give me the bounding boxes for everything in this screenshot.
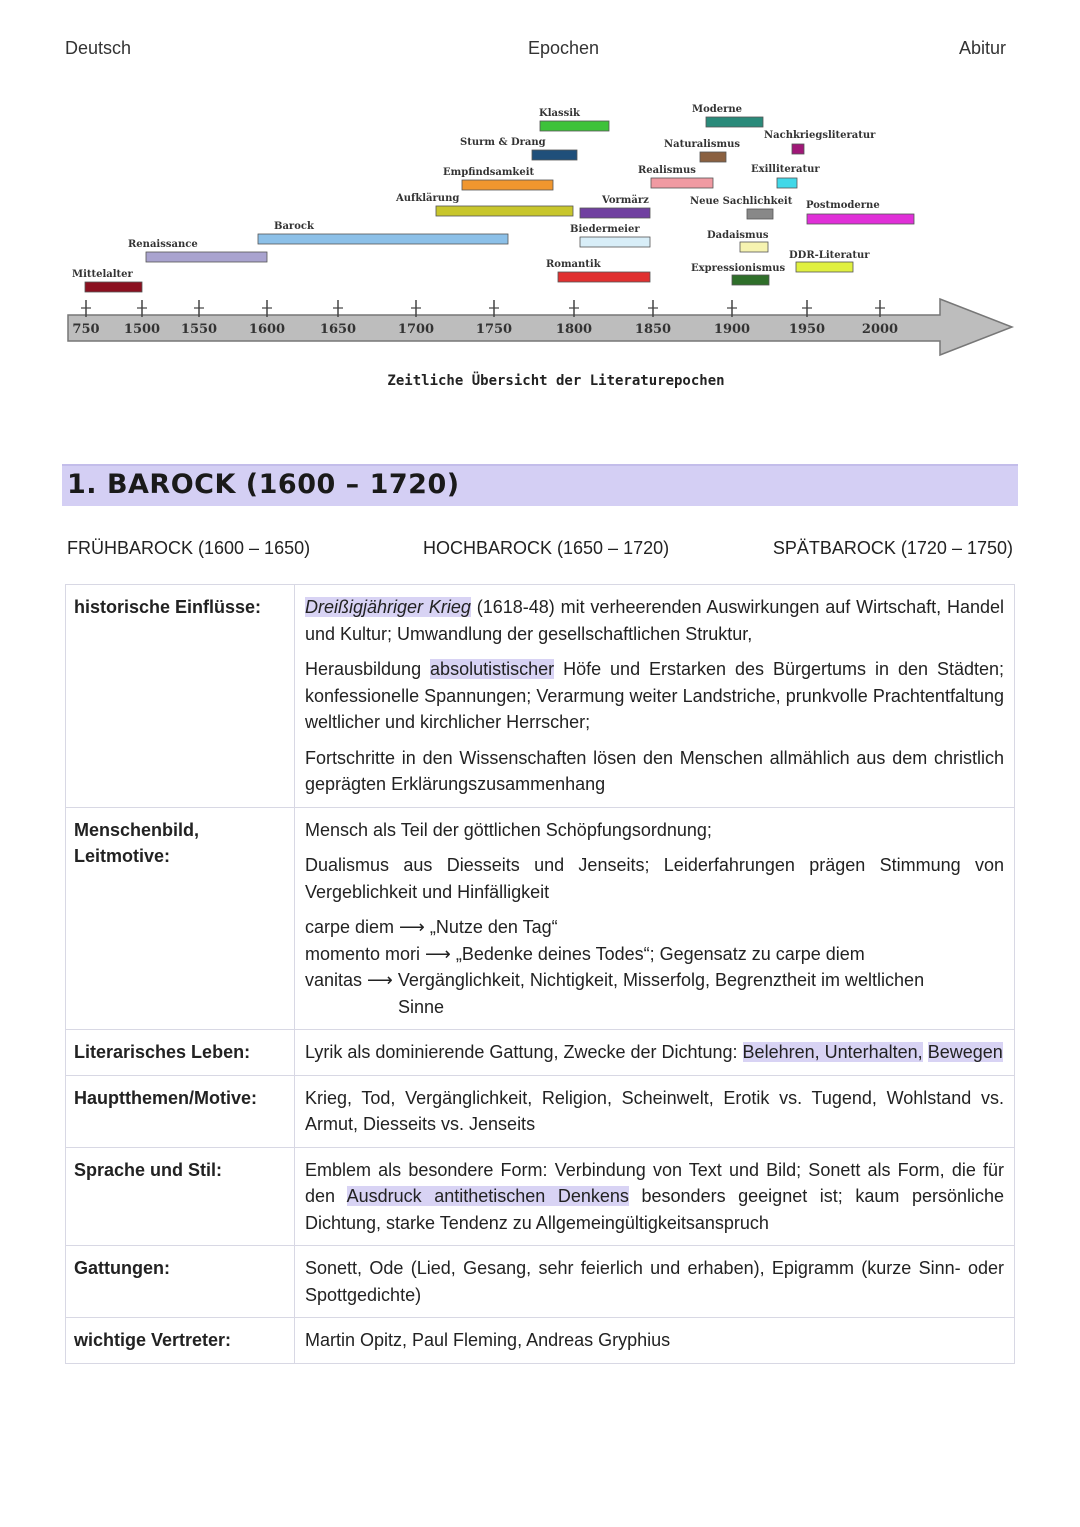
motif-carpe-diem: carpe diem ⟶ „Nutze den Tag“: [305, 917, 558, 937]
paragraph: Sonett, Ode (Lied, Gesang, sehr feierlich und erhaben), Epigramm (kurze Sinn- oder Spottgedichte): [305, 1258, 1004, 1305]
epoch-label-biedermeier: Biedermeier: [570, 224, 640, 235]
motif-memento-mori: momento mori ⟶ „Bedenke deines Todes“; Gegensatz zu carpe diem: [305, 943, 865, 964]
epoch-bar-mittelalter: [85, 282, 142, 292]
row-label: Literarisches Leben:: [66, 1030, 295, 1076]
row-content: [295, 1075, 1015, 1147]
epoch-bar-barock: [258, 234, 508, 244]
epoch-bar-aufklärung: [436, 206, 573, 216]
tick-label-1800: 1800: [555, 322, 593, 337]
epoch-bar-expressionismus: [732, 275, 769, 285]
row-label: historische Einflüsse:: [66, 585, 295, 808]
row-label: wichtige Vertreter:: [66, 1318, 295, 1364]
epoch-bar-nachkriegsliteratur: [792, 144, 804, 154]
epoch-label-moderne: Moderne: [692, 104, 742, 115]
section-header: [62, 464, 1018, 506]
section-title: 1. BAROCK (1600 – 1720): [67, 469, 460, 500]
phase-late: SPÄTBAROCK (1720 – 1750): [772, 538, 1013, 558]
header-level: Abitur: [959, 38, 1007, 58]
epoch-label-empfindsamkeit: Empfindsamkeit: [443, 167, 535, 178]
epoch-label-dadaismus: Dadaismus: [707, 230, 769, 241]
table-row: [66, 1147, 1015, 1246]
epoch-bar-biedermeier: [580, 237, 650, 247]
row-content: [295, 585, 1015, 808]
epoch-bar-romantik: [558, 272, 650, 282]
row-content: [295, 1246, 1015, 1318]
paragraph: Krieg, Tod, Vergänglichkeit, Religion, Scheinwelt, Erotik vs. Tugend, Wohlstand vs. Armut, Diesseits vs. Jenseits: [305, 1087, 1004, 1134]
motif-vanitas: vanitas ⟶ Vergänglichkeit, Nichtigkeit, Misserfolg, Begrenztheit im weltlichen: [305, 970, 925, 990]
highlight-term: absolutistischer: [430, 659, 555, 679]
epoch-label-barock: Barock: [274, 221, 314, 232]
epoch-timeline: [60, 95, 1020, 405]
tick-label-1750: 1750: [475, 322, 513, 337]
highlight-term: Dreißigjähriger Krieg: [305, 597, 471, 617]
header-subject: Deutsch: [65, 38, 132, 58]
epoch-bar-realismus: [651, 178, 713, 188]
phase-early: FRÜHBAROCK (1600 – 1650): [67, 538, 311, 558]
epoch-label-aufklärung: Aufklärung: [396, 193, 460, 204]
epoch-bar-ddr-literatur: [796, 262, 853, 272]
row-label: Gattungen:: [66, 1246, 295, 1318]
table-row: [66, 585, 1015, 808]
epoch-label-realismus: Realismus: [638, 165, 696, 176]
epoch-bar-sturm-drang: [532, 150, 577, 160]
epoch-label-nachkriegsliteratur: Nachkriegsliteratur: [764, 130, 876, 141]
row-label: Sprache und Stil:: [66, 1147, 295, 1246]
table-row: [66, 1075, 1015, 1147]
tick-label-1950: 1950: [788, 322, 826, 337]
text-span: Herausbildung: [305, 659, 431, 679]
epoch-label-ddr-literatur: DDR-Literatur: [789, 250, 870, 261]
highlight-term: Ausdruck antithetischen Denkens: [346, 1186, 629, 1206]
paragraph: Mensch als Teil der göttlichen Schöpfungsordnung;: [305, 819, 712, 840]
highlight-term: Belehren, Unterhalten,: [742, 1042, 923, 1062]
row-label: Hauptthemen/Motive:: [66, 1075, 295, 1147]
epoch-label-naturalismus: Naturalismus: [664, 139, 740, 150]
epoch-bar-naturalismus: [700, 152, 726, 162]
epoch-bar-dadaismus: [740, 242, 768, 252]
tick-label-2000: 2000: [861, 322, 899, 337]
row-content: [295, 1147, 1015, 1246]
epoch-label-renaissance: Renaissance: [128, 239, 198, 250]
epoch-label-postmoderne: Postmoderne: [806, 200, 880, 211]
barock-phases: [67, 538, 1013, 562]
table-row: [66, 1318, 1015, 1364]
highlight-term: Bewegen: [927, 1042, 1003, 1062]
epoch-bar-postmoderne: [807, 214, 914, 224]
row-label: Menschenbild, Leitmotive:: [66, 807, 295, 1030]
tick-label-1850: 1850: [634, 322, 672, 337]
epoch-label-klassik: Klassik: [539, 108, 580, 119]
tick-label-1900: 1900: [713, 322, 751, 337]
paragraph: Martin Opitz, Paul Fleming, Andreas Gryphius: [305, 1330, 671, 1350]
row-content: [295, 807, 1015, 1030]
tick-label-1550: 1550: [180, 322, 218, 337]
epoch-label-romantik: Romantik: [546, 259, 601, 270]
tick-label-1600: 1600: [248, 322, 286, 337]
motif-list: [305, 914, 1004, 1020]
text-span: Emblem als besondere Form: Verbindung von Text und Bild; Sonett als Form, die für den: [305, 1159, 1004, 1206]
epoch-bar-exilliteratur: [777, 178, 797, 188]
epoch-bar-moderne: [706, 117, 763, 127]
epoch-label-neue-sachlichkeit: Neue Sachlichkeit: [690, 196, 793, 207]
epoch-label-expressionismus: Expressionismus: [691, 263, 786, 274]
text-span: besonders geeignet ist; kaum persönliche Dichtung, starke Tendenz zu Allgemeingültigkeitsanspruch: [305, 1186, 1005, 1233]
text-span: (1618-48) mit verheerenden Auswirkungen auf Wirtschaft, Handel und Kultur; Umwandlung der gesellschaftlichen Struktur,: [305, 597, 1004, 644]
phase-high: HOCHBAROCK (1650 – 1720): [423, 538, 670, 558]
header-topic: Epochen: [528, 38, 600, 58]
tick-label-1500: 1500: [123, 322, 161, 337]
epoch-bar-empfindsamkeit: [462, 180, 553, 190]
epoch-bar-vormärz: [580, 208, 650, 218]
motif-vanitas-cont: Sinne: [398, 996, 445, 1017]
tick-label-750: 750: [72, 322, 100, 337]
row-content: [295, 1030, 1015, 1076]
timeline-caption: Zeitliche Übersicht der Literaturepochen: [387, 373, 725, 389]
table-row: [66, 807, 1015, 1030]
epoch-bar-neue-sachlichkeit: [747, 209, 773, 219]
epoch-bar-klassik: [540, 121, 609, 131]
table-row: [66, 1246, 1015, 1318]
epoch-label-mittelalter: Mittelalter: [72, 269, 133, 280]
row-content: [295, 1318, 1015, 1364]
text-span: Lyrik als dominierende Gattung, Zwecke der Dichtung:: [305, 1042, 743, 1062]
table-row: [66, 1030, 1015, 1076]
epoch-label-sturm-drang: Sturm & Drang: [460, 137, 546, 148]
epoch-bar-renaissance: [146, 252, 267, 262]
epoch-bars: [72, 104, 914, 292]
tick-label-1650: 1650: [319, 322, 357, 337]
epoch-label-exilliteratur: Exilliteratur: [751, 164, 820, 175]
tick-label-1700: 1700: [397, 322, 435, 337]
epoch-label-vormärz: Vormärz: [602, 195, 649, 206]
paragraph: Dualismus aus Diesseits und Jenseits; Leiderfahrungen prägen Stimmung von Vergeblichkeit und Hinfälligkeit: [305, 855, 1004, 902]
text-span: Höfe und Erstarken des Bürgertums in den Städten; konfessionelle Spannungen; Verarmung weiter Landstriche, prunkvolle Prachtentfaltung weltlicher und kirchlicher Herrscher;: [305, 659, 1004, 732]
barock-overview-table: [65, 584, 1015, 1364]
paragraph: Fortschritte in den Wissenschaften lösen den Menschen allmählich aus dem christlich geprägten Erklärungszusammenhang: [305, 747, 1004, 794]
